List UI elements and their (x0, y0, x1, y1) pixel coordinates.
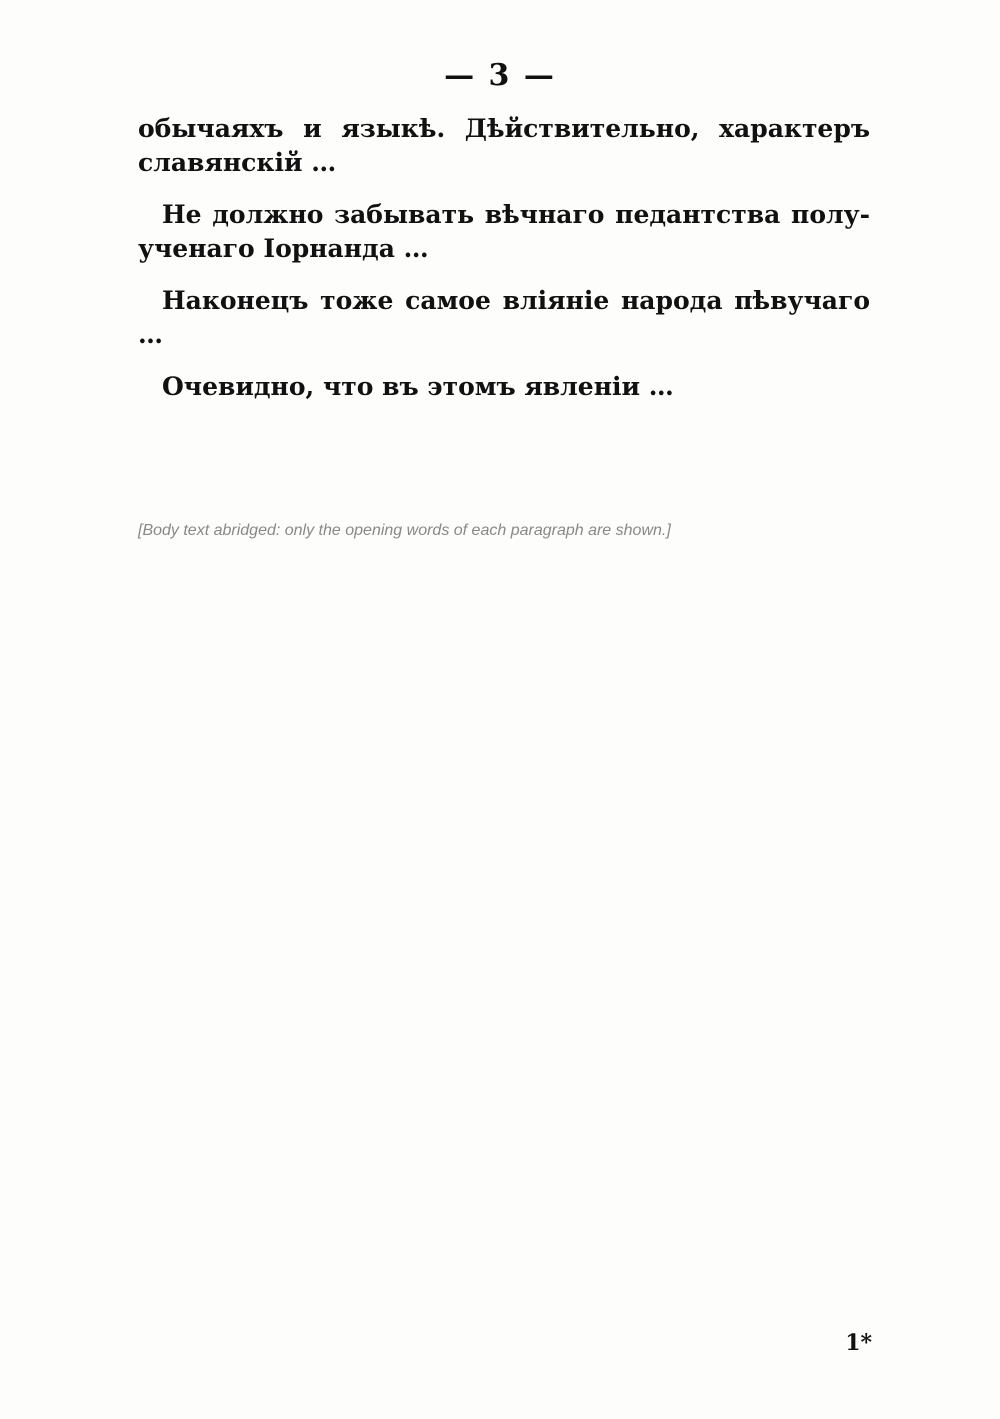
paragraph-3: Наконецъ тоже самое вліяніе народа пѣвучаго … (138, 286, 870, 349)
signature-mark: 1* (845, 1330, 872, 1356)
paragraph-2: Не должно забывать вѣчнаго педантства полу-ученаго Іорнанда … (138, 200, 870, 263)
abridgement-note: [Body text abridged: only the opening words of each paragraph are shown.] (138, 522, 671, 539)
paragraph-1: обычаяхъ и языкѣ. Дѣйствительно, характеръ славянскій … (138, 114, 870, 177)
body-text (138, 112, 870, 422)
page-number: — 3 — (444, 58, 556, 93)
paragraph-4: Очевидно, что въ этомъ явленіи … (162, 372, 674, 401)
